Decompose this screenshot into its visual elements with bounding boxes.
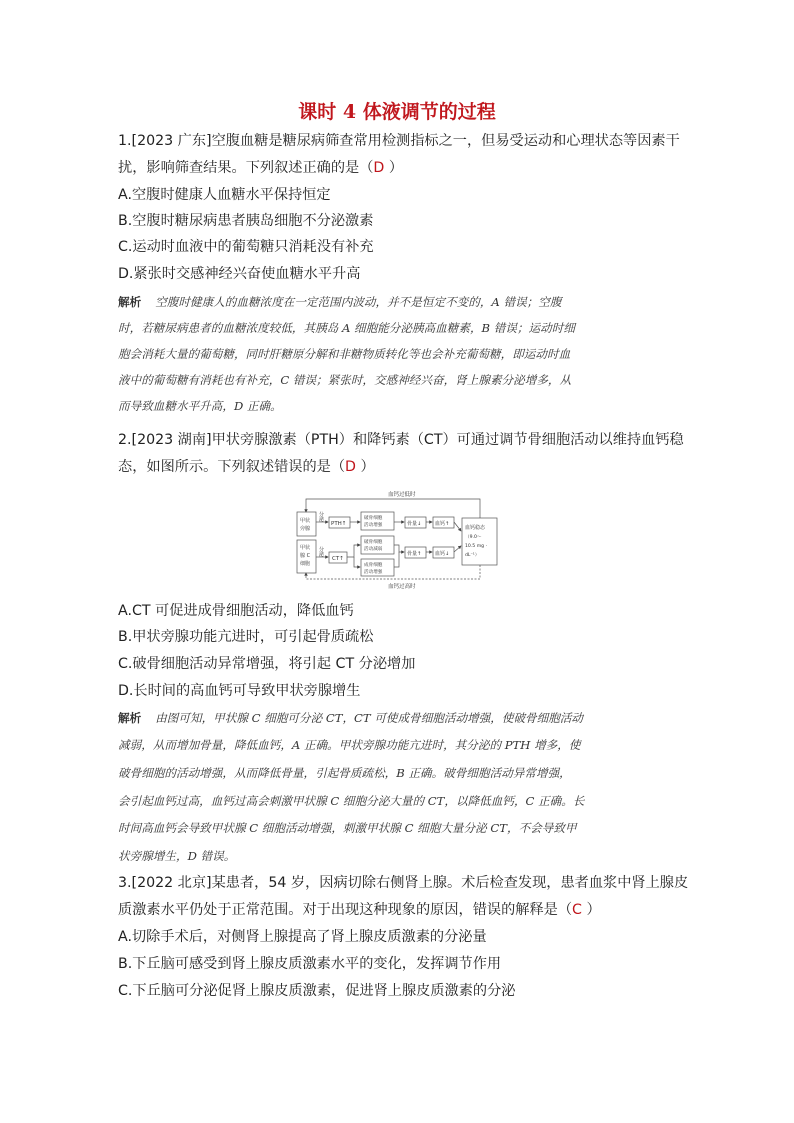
q1-option-b: B.空腹时糖尿病患者胰岛细胞不分泌激素 <box>118 213 374 229</box>
q3-answer: C <box>572 902 582 918</box>
q1-explanation-line1: 解析 空腹时健康人的血糖浓度在一定范围内波动，并不是恒定不变的，A 错误；空腹 <box>118 295 562 309</box>
osteoblast-up-label-2: 活动增强 <box>364 570 383 575</box>
q2-option-c: C.破骨细胞活动异常增强，将引起 CT 分泌增加 <box>118 656 416 672</box>
osteoclast-up-label: 破骨细胞 <box>364 516 383 521</box>
steady-label-2: （9.0～ <box>465 535 482 540</box>
q1-explanation-line2: 时，若糖尿病患者的血糖浓度较低，其胰岛 A 细胞能分泌胰高血糖素，B 错误；运动时细 <box>118 321 575 335</box>
q3-option-c: C.下丘脑可分泌促肾上腺皮质激素，促进肾上腺皮质激素的分泌 <box>118 983 516 999</box>
q1-explanation-line4: 液中的葡萄糖有消耗也有补充，C 错误；紧张时，交感神经兴奋，肾上腺素分泌增多，从 <box>118 373 572 387</box>
parathyroid-box <box>297 512 316 536</box>
q1-option-a: A.空腹时健康人血糖水平保持恒定 <box>118 187 331 203</box>
calcium-down-label: 血钙↓ <box>435 551 450 557</box>
q3-stem-close: ） <box>581 902 601 918</box>
q2-explanation-label: 解析 <box>118 711 142 725</box>
gland2-label-3: 细胞 <box>300 561 311 567</box>
gland1-label: 甲状 <box>300 518 311 524</box>
q2-explanation-line3: 破骨细胞的活动增强，从而降低骨量，引起骨质疏松，B 正确。破骨细胞活动异常增强， <box>118 766 571 780</box>
q1-stem-close: ） <box>384 160 404 176</box>
q2-option-b: B.甲状旁腺功能亢进时，可引起骨质疏松 <box>118 629 374 645</box>
steady-label: 血钙稳态 <box>465 525 486 531</box>
secrete2-label: 分 <box>319 547 325 553</box>
bone-down-label: 骨量↓ <box>407 521 422 527</box>
q1-answer: D <box>373 160 385 176</box>
feedback-line-top <box>306 499 480 518</box>
q2-explanation-line6: 状旁腺增生，D 错误。 <box>118 849 236 863</box>
q1-option-c: C.运动时血液中的葡萄糖只消耗没有补充 <box>118 239 374 255</box>
page-title: 课时 4 体液调节的过程 <box>298 101 496 123</box>
q1-stem-text: 扰，影响筛查结果。下列叙述正确的是（ <box>118 160 374 176</box>
steady-label-3: 10.5 mg · <box>465 544 487 549</box>
q2-option-a: A.CT 可促进成骨细胞活动，降低血钙 <box>118 603 354 619</box>
pth-label: PTH↑ <box>331 521 347 527</box>
calcium-up-label: 血钙↑ <box>435 521 450 527</box>
ct-label: CT↑ <box>332 556 344 562</box>
q3-stem-line1: 3.[2022 北京]某患者，54 岁，因病切除右侧肾上腺。术后检查发现，患者血浆中肾上腺皮 <box>118 875 689 891</box>
steady-label-4: dL⁻¹） <box>465 553 480 558</box>
q1-stem-line1: 1.[2023 广东]空腹血糖是糖尿病筛查常用检测指标之一，但易受运动和心理状态等因素干 <box>118 133 680 149</box>
osteoblast-up-label: 成骨细胞 <box>364 563 383 568</box>
q2-answer: D <box>345 459 356 475</box>
diagram-top-label: 血钙过低时 <box>388 492 416 498</box>
q2-explanation-line4: 会引起血钙过高，血钙过高会刺激甲状腺 C 细胞分泌大量的 CT，以降低血钙，C 正确。长 <box>118 794 585 808</box>
q2-stem-text: 态，如图所示。下列叙述错误的是（ <box>118 459 346 475</box>
q2-stem-close: ） <box>355 459 375 475</box>
secrete1-label-2: 泌 <box>319 517 325 523</box>
q2-stem-line1: 2.[2023 湖南]甲状旁腺激素（PTH）和降钙素（CT）可通过调节骨细胞活动以维持血钙稳 <box>118 432 684 448</box>
secrete2-label-2: 泌 <box>319 552 325 558</box>
osteoclast-up-label-2: 活动增强 <box>364 523 383 528</box>
q3-stem-line2 <box>118 900 601 920</box>
q1-stem-line2 <box>118 158 403 178</box>
gland2-label-2: 腺 C <box>300 553 311 559</box>
q3-option-a: A.切除手术后，对侧肾上腺提高了肾上腺皮质激素的分泌量 <box>118 929 487 945</box>
q2-explanation-line2: 减弱，从而增加骨量，降低血钙，A 正确。甲状旁腺功能亢进时，其分泌的 PTH 增多，使 <box>118 738 581 752</box>
q2-explanation-line1: 解析 由图可知，甲状腺 C 细胞可分泌 CT，CT 可使成骨细胞活动增强，使破骨细胞活动 <box>118 711 584 725</box>
q2-option-d: D.长时间的高血钙可导致甲状旁腺增生 <box>118 683 361 699</box>
q3-stem-text: 质激素水平仍处于正常范围。对于出现这种现象的原因，错误的解释是（ <box>118 902 573 918</box>
gland2-label: 甲状 <box>300 545 311 551</box>
diagram-bottom-label: 血钙过高时 <box>388 584 416 590</box>
q2-explanation-line5: 时间高血钙会导致甲状腺 C 细胞活动增强，刺激甲状腺 C 细胞大量分泌 CT，不会导致甲 <box>118 821 577 835</box>
osteoclast-down-label-2: 活动减弱 <box>364 547 383 552</box>
feedback-line-bottom <box>306 565 480 579</box>
q1-explanation-label: 解析 <box>118 295 142 309</box>
calcium-regulation-diagram <box>294 491 500 591</box>
q1-explanation-line3: 胞会消耗大量的葡萄糖，同时肝糖原分解和非糖物质转化等也会补充葡萄糖，即运动时血 <box>118 347 571 361</box>
gland1-label-2: 旁腺 <box>300 526 311 532</box>
secrete1-label: 分 <box>319 512 325 518</box>
q1-option-d: D.紧张时交感神经兴奋使血糖水平升高 <box>118 266 361 282</box>
bone-up-label: 骨量↑ <box>407 551 422 557</box>
q2-stem-line2 <box>118 457 375 477</box>
q3-option-b: B.下丘脑可感受到肾上腺皮质激素水平的变化，发挥调节作用 <box>118 956 502 972</box>
q1-explanation-line5: 而导致血糖水平升高，D 正确。 <box>118 399 282 413</box>
osteoclast-down-label: 破骨细胞 <box>364 540 383 545</box>
